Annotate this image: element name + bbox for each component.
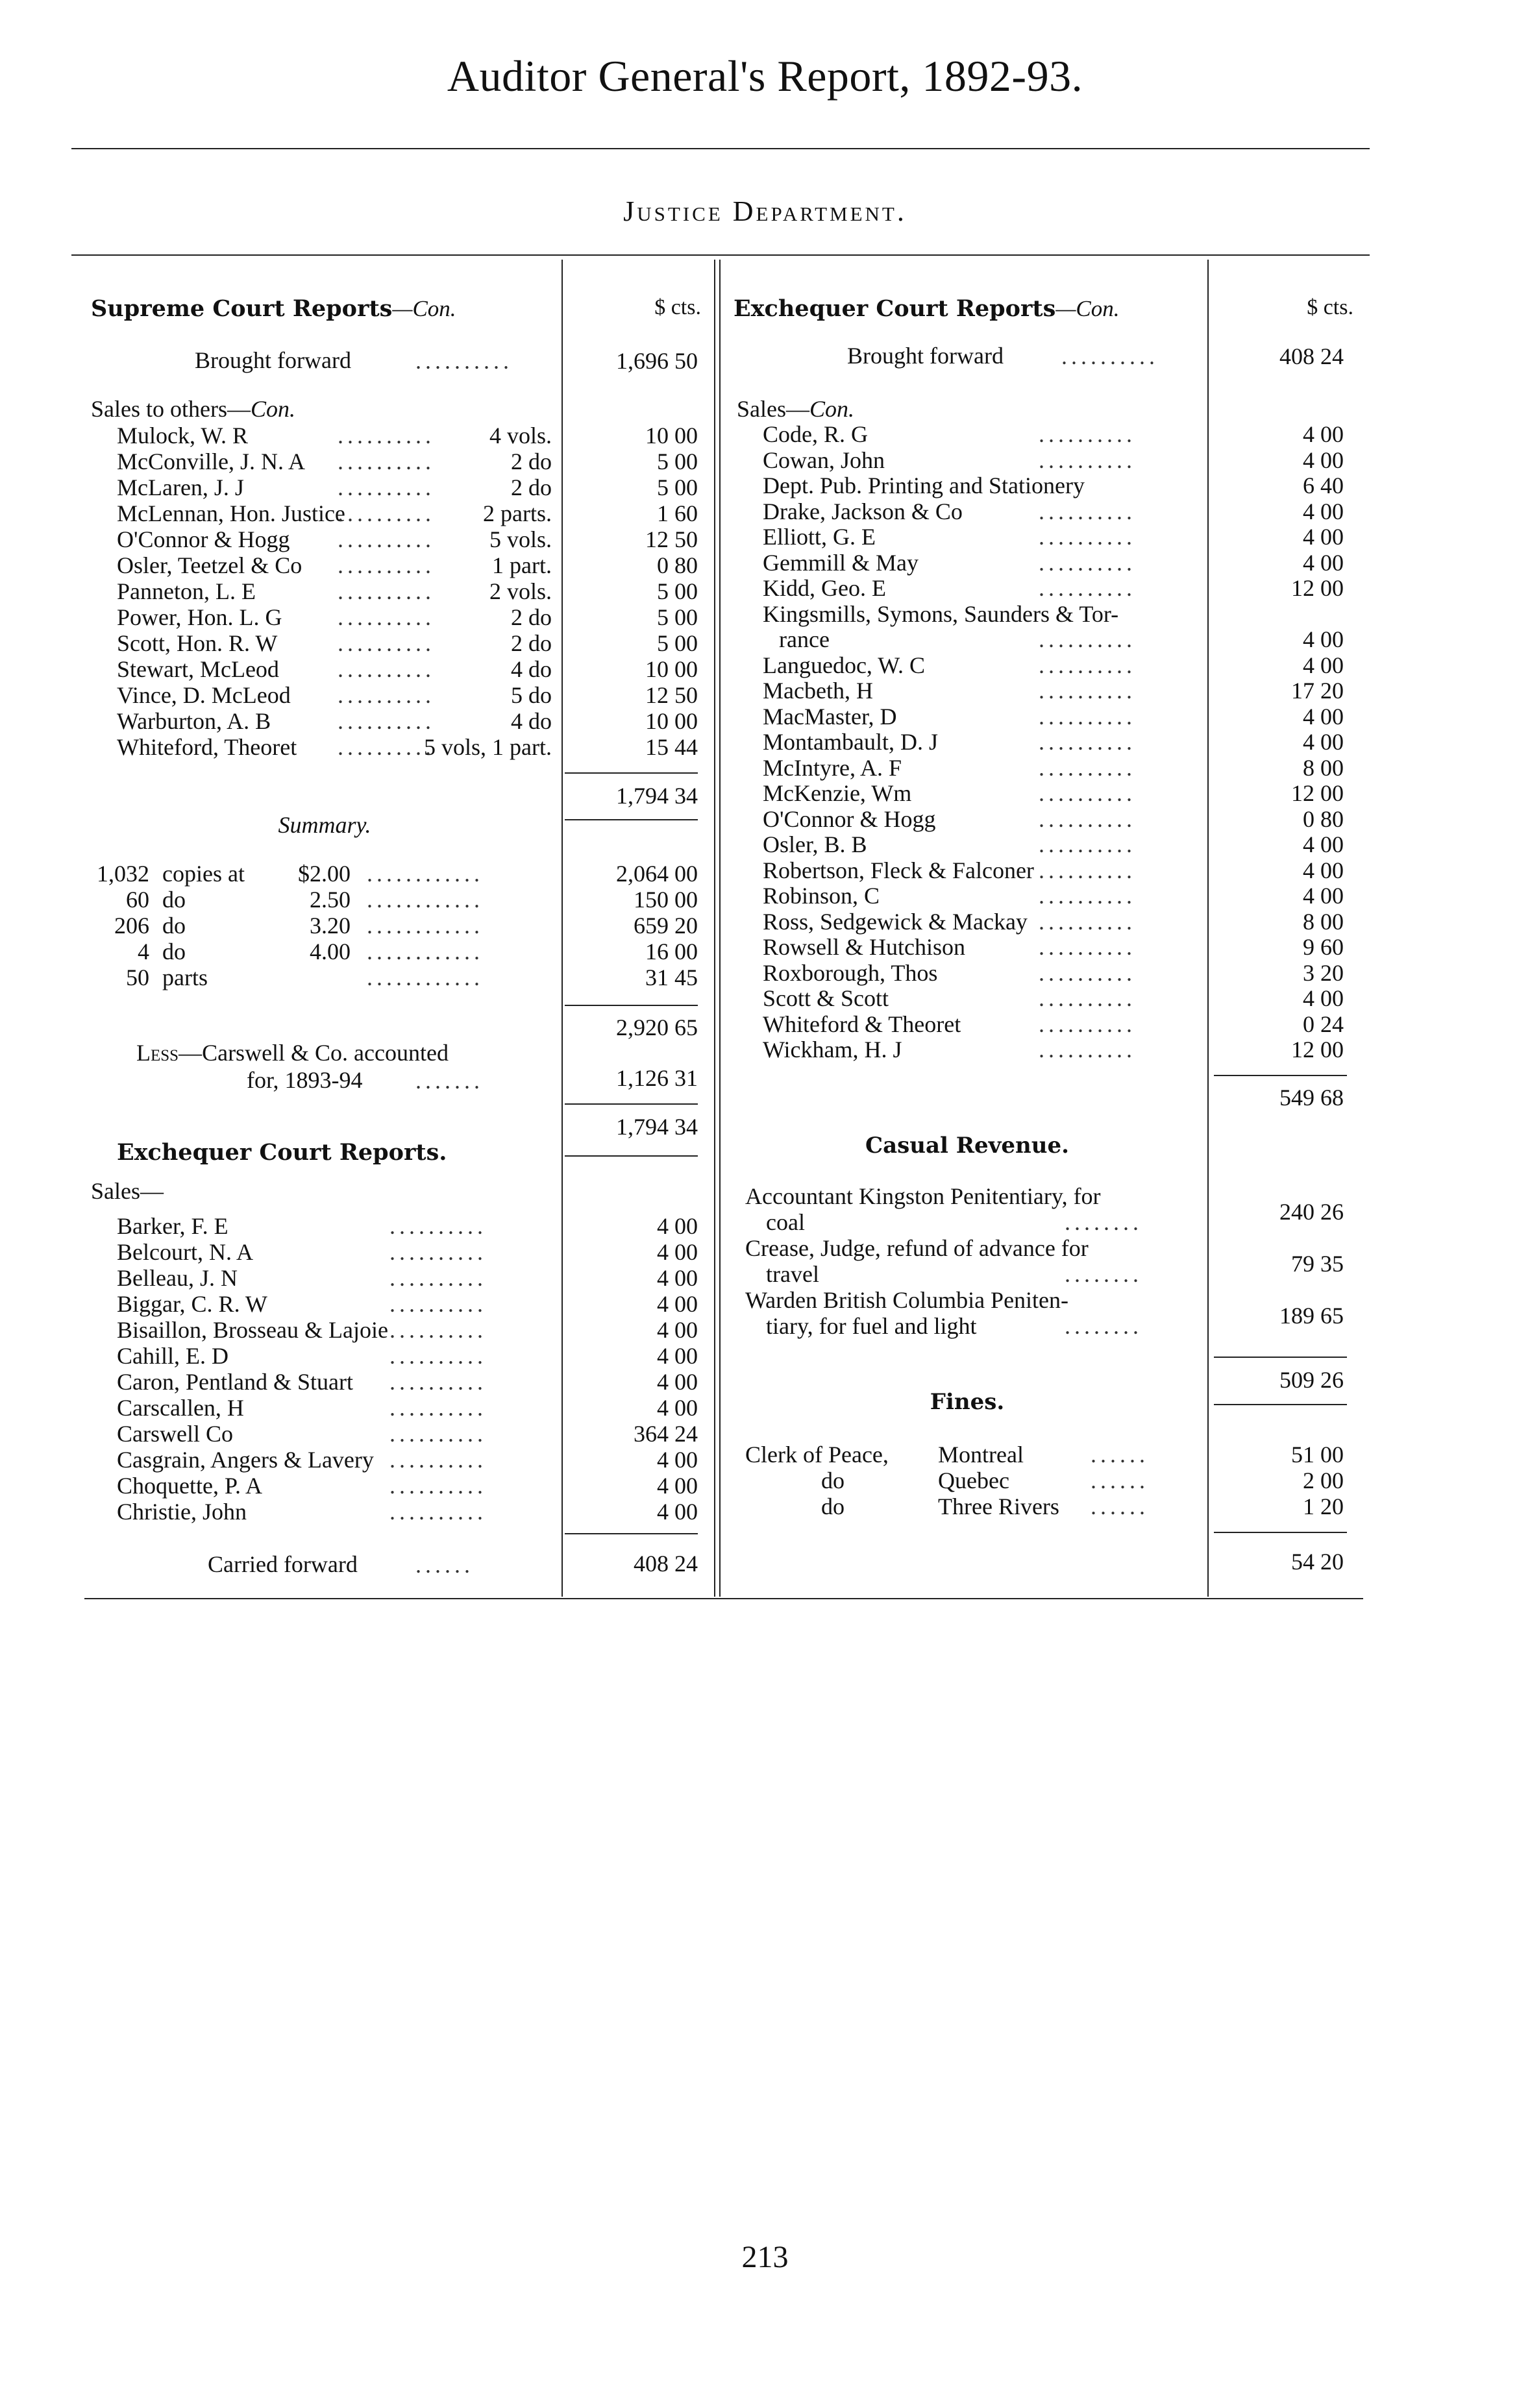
subtotal-rule <box>565 1005 698 1006</box>
right-sale-name: Wickham, H. J <box>763 1037 902 1063</box>
leader-dots: .......... <box>1039 1037 1136 1063</box>
subtotal-rule <box>565 1103 698 1105</box>
right-sales-label: Sales—Con. <box>737 396 855 422</box>
left-column-header: $ cts. <box>654 295 701 319</box>
right-sale-name: Osler, B. B <box>763 831 867 857</box>
summary-heading: Summary. <box>278 812 371 838</box>
left-brought-forward-label: Brought forward <box>195 347 351 373</box>
right-sale-name: Languedoc, W. C <box>763 652 925 678</box>
sale-amount: 5 00 <box>657 630 698 656</box>
right-sale-name: Ross, Sedgewick & Mackay <box>763 908 1028 935</box>
casual-amount: 240 26 <box>1279 1199 1344 1225</box>
exchequer-sales-label: Sales— <box>91 1178 164 1204</box>
leader-dots: .......... <box>389 1265 487 1291</box>
sale-quantity: 2 parts. <box>483 500 552 526</box>
casual-total: 509 26 <box>1279 1367 1344 1393</box>
right-sale-name: McKenzie, Wm <box>763 780 912 806</box>
exchequer-sale-amount: 4 00 <box>657 1239 698 1265</box>
right-sale-amount: 12 00 <box>1291 575 1344 601</box>
right-sale-name: McIntyre, A. F <box>763 754 902 781</box>
leader-dots: .......... <box>338 552 435 578</box>
leader-dots: .......... <box>1039 729 1136 755</box>
leader-dots: ............ <box>367 913 484 939</box>
leader-dots: .......... <box>1039 447 1136 473</box>
center-double-divider <box>714 260 721 1597</box>
sale-name: Power, Hon. L. G <box>117 604 282 630</box>
exchequer-sale-name: Caron, Pentland & Stuart <box>117 1369 353 1395</box>
sale-quantity: 5 vols. <box>489 526 552 552</box>
page-number: 213 <box>741 2240 789 2274</box>
sale-amount: 5 00 <box>657 448 698 474</box>
summary-total: 2,920 65 <box>616 1014 698 1040</box>
less-line-2: for, 1893-94 <box>247 1067 363 1093</box>
leader-dots: .......... <box>1039 934 1136 960</box>
carried-forward-label: Carried forward <box>208 1551 358 1577</box>
summary-price: 3.20 <box>310 913 351 939</box>
leader-dots: .......... <box>338 578 435 604</box>
leader-dots: .......... <box>1039 678 1136 704</box>
right-sale-name: Drake, Jackson & Co <box>763 498 963 524</box>
casual-amount: 79 35 <box>1291 1251 1344 1277</box>
less-line-1: Less—Carswell & Co. accounted <box>136 1040 449 1066</box>
casual-line-2: tiary, for fuel and light <box>766 1313 977 1339</box>
subtotal-rule <box>1214 1404 1347 1405</box>
net-total: 1,794 34 <box>616 1114 698 1140</box>
right-sale-amount: 6 40 <box>1303 473 1344 498</box>
title-rule <box>71 148 1370 149</box>
right-brought-forward-label: Brought forward <box>847 343 1004 369</box>
exchequer-sale-name: Belcourt, N. A <box>117 1239 253 1265</box>
sale-amount: 0 80 <box>657 552 698 578</box>
leader-dots: .......... <box>389 1369 487 1395</box>
leader-dots: .......... <box>389 1343 487 1369</box>
summary-desc: do <box>162 939 186 964</box>
right-sale-name: Code, R. G <box>763 421 868 447</box>
summary-price: $2.00 <box>298 861 351 887</box>
right-sale-name: Macbeth, H <box>763 678 873 704</box>
leader-dots: .......... <box>389 1291 487 1317</box>
exchequer-sale-name: Bisaillon, Brosseau & Lajoie <box>117 1317 388 1343</box>
sale-amount: 12 50 <box>645 682 698 708</box>
leader-dots: .......... <box>338 474 435 500</box>
exchequer-sale-amount: 4 00 <box>657 1291 698 1317</box>
sale-name: Vince, D. McLeod <box>117 682 291 708</box>
right-sale-amount: 4 00 <box>1303 549 1344 576</box>
sale-amount: 5 00 <box>657 604 698 630</box>
leader-dots: .......... <box>1039 805 1136 832</box>
leader-dots: .......... <box>389 1499 487 1525</box>
exchequer-sale-amount: 4 00 <box>657 1265 698 1291</box>
leader-dots: .......... <box>1039 959 1136 986</box>
leader-dots: .......... <box>389 1395 487 1421</box>
leader-dots: .......... <box>389 1317 487 1343</box>
sale-quantity: 2 do <box>511 604 552 630</box>
summary-count: 50 <box>126 964 149 990</box>
sale-name: Osler, Teetzel & Co <box>117 552 302 578</box>
summary-count: 60 <box>126 887 149 913</box>
sale-quantity: 5 do <box>511 682 552 708</box>
right-sale-name: Scott & Scott <box>763 985 889 1011</box>
right-sale-name: O'Connor & Hogg <box>763 805 936 832</box>
leader-dots: .......... <box>1039 754 1136 781</box>
right-sale-amount: 4 00 <box>1303 883 1344 909</box>
fine-amount: 51 00 <box>1291 1442 1344 1468</box>
right-column-header: $ cts. <box>1307 295 1353 319</box>
leader-dots: .......... <box>338 682 435 708</box>
leader-dots: .......... <box>1061 343 1159 369</box>
right-sale-name: Elliott, G. E <box>763 524 876 550</box>
section-title: Justice Department. <box>623 195 907 227</box>
casual-amount: 189 65 <box>1279 1303 1344 1329</box>
leader-dots: .......... <box>389 1447 487 1473</box>
casual-line-1: Warden British Columbia Peniten- <box>745 1287 1069 1313</box>
sale-amount: 1 60 <box>657 500 698 526</box>
leader-dots: .......... <box>338 708 435 734</box>
leader-dots: ...... <box>1091 1442 1149 1468</box>
leader-dots: .......... <box>389 1421 487 1447</box>
sale-quantity: 4 vols. <box>489 423 552 448</box>
summary-count: 206 <box>114 913 149 939</box>
exchequer-sale-name: Carscallen, H <box>117 1395 244 1421</box>
sale-name: McConville, J. N. A <box>117 448 306 474</box>
sale-name: Scott, Hon. R. W <box>117 630 278 656</box>
leader-dots: .......... <box>1039 883 1136 909</box>
right-sale-name: Rowsell & Hutchison <box>763 934 965 960</box>
sale-amount: 10 00 <box>645 423 698 448</box>
right-sale-name: MacMaster, D <box>763 703 897 730</box>
right-sale-amount: 3 20 <box>1303 959 1344 986</box>
sale-name: Warburton, A. B <box>117 708 271 734</box>
leader-dots: ............ <box>367 861 484 887</box>
right-sale-amount: 12 00 <box>1291 780 1344 806</box>
exchequer-sale-name: Belleau, J. N <box>117 1265 238 1291</box>
sale-amount: 15 44 <box>645 734 698 760</box>
right-sale-name: Robertson, Fleck & Falconer <box>763 857 1034 883</box>
subtotal-rule <box>1214 1075 1347 1076</box>
leader-dots: ............ <box>367 887 484 913</box>
right-sale-amount: 4 00 <box>1303 498 1344 524</box>
left-brought-forward-amount: 1,696 50 <box>616 348 698 374</box>
subtotal-rule <box>565 1155 698 1157</box>
leader-dots: .......... <box>338 500 435 526</box>
sale-name: McLaren, J. J <box>117 474 244 500</box>
leader-dots: .......... <box>338 734 435 760</box>
right-sale-name: Gemmill & May <box>763 549 919 576</box>
right-sale-name: Montambault, D. J <box>763 729 938 755</box>
right-sales-total: 549 68 <box>1279 1085 1344 1111</box>
right-sale-name: Dept. Pub. Printing and Stationery <box>763 473 1085 498</box>
exchequer-sale-amount: 4 00 <box>657 1447 698 1473</box>
leader-dots: .......... <box>1039 549 1136 576</box>
sale-name: O'Connor & Hogg <box>117 526 290 552</box>
left-heading: Supreme Court Reports—Con. <box>91 295 456 322</box>
exchequer-sale-amount: 4 00 <box>657 1369 698 1395</box>
exchequer-sale-amount: 4 00 <box>657 1343 698 1369</box>
right-sale-amount: 4 00 <box>1303 626 1344 652</box>
leader-dots: .......... <box>389 1239 487 1265</box>
leader-dots: .......... <box>415 348 513 374</box>
summary-price: 4.00 <box>310 939 351 964</box>
summary-amount: 16 00 <box>645 939 698 964</box>
subtotal-rule <box>565 772 698 774</box>
sale-quantity: 4 do <box>511 708 552 734</box>
leader-dots: .......... <box>1039 908 1136 935</box>
exchequer-sale-name: Carswell Co <box>117 1421 233 1447</box>
fine-place: Three Rivers <box>938 1493 1059 1519</box>
leader-dots: .......... <box>1039 575 1136 601</box>
left-amount-divider <box>561 260 563 1597</box>
table-top-rule <box>71 254 1370 256</box>
right-amount-divider <box>1207 260 1209 1597</box>
sale-amount: 12 50 <box>645 526 698 552</box>
sale-quantity: 2 vols. <box>489 578 552 604</box>
sale-amount: 10 00 <box>645 708 698 734</box>
fine-prefix: Clerk of Peace, <box>745 1442 889 1468</box>
summary-amount: 659 20 <box>634 913 698 939</box>
leader-dots: ....... <box>415 1068 484 1094</box>
leader-dots: .......... <box>338 423 435 448</box>
carried-forward-amount: 408 24 <box>634 1551 698 1577</box>
right-sale-name: Whiteford & Theoret <box>763 1011 961 1037</box>
leader-dots: ........ <box>1065 1313 1142 1339</box>
subtotal-rule <box>565 819 698 820</box>
left-sales-label: Sales to others—Con. <box>91 396 295 422</box>
summary-amount: 31 45 <box>645 964 698 990</box>
right-sale-amount: 0 80 <box>1303 805 1344 832</box>
fine-prefix: do <box>821 1468 845 1493</box>
right-sale-amount: 8 00 <box>1303 754 1344 781</box>
sale-quantity: 5 vols, 1 part. <box>424 734 552 760</box>
leader-dots: .......... <box>1039 421 1136 447</box>
leader-dots: .......... <box>1039 857 1136 883</box>
right-sale-amount: 4 00 <box>1303 652 1344 678</box>
exchequer-sale-name: Barker, F. E <box>117 1213 228 1239</box>
casual-line-2: coal <box>766 1209 805 1235</box>
summary-price: 2.50 <box>310 887 351 913</box>
exchequer-sale-amount: 4 00 <box>657 1473 698 1499</box>
summary-desc: do <box>162 887 186 913</box>
leader-dots: ...... <box>1091 1468 1149 1493</box>
exchequer-heading: Exchequer Court Reports. <box>117 1139 447 1166</box>
leader-dots: .......... <box>1039 985 1136 1011</box>
leader-dots: ...... <box>415 1552 474 1578</box>
right-sale-amount: 4 00 <box>1303 447 1344 473</box>
leader-dots: .......... <box>389 1213 487 1239</box>
leader-dots: ............ <box>367 964 484 990</box>
sale-quantity: 4 do <box>511 656 552 682</box>
exchequer-sale-name: Casgrain, Angers & Lavery <box>117 1447 374 1473</box>
sale-name: Mulock, W. R <box>117 423 249 448</box>
right-sale-amount: 8 00 <box>1303 908 1344 935</box>
right-brought-forward-amount: 408 24 <box>1279 343 1344 369</box>
leader-dots: .......... <box>1039 780 1136 806</box>
right-sale-name: Cowan, John <box>763 447 885 473</box>
leader-dots: .......... <box>338 630 435 656</box>
summary-desc: copies at <box>162 861 245 887</box>
fine-amount: 2 00 <box>1303 1468 1344 1493</box>
right-sale-amount: 12 00 <box>1291 1037 1344 1063</box>
leader-dots: .......... <box>1039 626 1136 652</box>
right-sale-amount: 4 00 <box>1303 729 1344 755</box>
exchequer-sale-name: Biggar, C. R. W <box>117 1291 267 1317</box>
leader-dots: ........ <box>1065 1261 1142 1287</box>
subtotal-rule <box>565 1533 698 1534</box>
subtotal-rule <box>1214 1532 1347 1533</box>
right-sale-name: Robinson, C <box>763 883 880 909</box>
leader-dots: ............ <box>367 939 484 964</box>
right-sale-amount: 4 00 <box>1303 421 1344 447</box>
sale-name: Whiteford, Theoret <box>117 734 297 760</box>
right-sale-name: rance <box>779 626 830 652</box>
right-sale-amount: 9 60 <box>1303 934 1344 960</box>
right-sale-name: Kidd, Geo. E <box>763 575 886 601</box>
leader-dots: .......... <box>1039 831 1136 857</box>
exchequer-sale-name: Cahill, E. D <box>117 1343 228 1369</box>
casual-line-1: Accountant Kingston Penitentiary, for <box>745 1183 1101 1209</box>
sale-quantity: 2 do <box>511 630 552 656</box>
right-sale-name: Roxborough, Thos <box>763 959 938 986</box>
summary-count: 4 <box>138 939 149 964</box>
leader-dots: .......... <box>1039 498 1136 524</box>
casual-heading: Casual Revenue. <box>865 1133 1069 1159</box>
summary-desc: parts <box>162 964 208 990</box>
exchequer-sale-amount: 4 00 <box>657 1213 698 1239</box>
leader-dots: ........ <box>1065 1209 1142 1235</box>
leader-dots: .......... <box>338 604 435 630</box>
fine-prefix: do <box>821 1493 845 1519</box>
sale-quantity: 2 do <box>511 474 552 500</box>
exchequer-sale-amount: 364 24 <box>634 1421 698 1447</box>
casual-line-2: travel <box>766 1261 819 1287</box>
summary-amount: 2,064 00 <box>616 861 698 887</box>
right-sale-name: Kingsmills, Symons, Saunders & Tor- <box>763 600 1119 627</box>
right-sale-amount: 4 00 <box>1303 831 1344 857</box>
leader-dots: .......... <box>338 448 435 474</box>
leader-dots: .......... <box>1039 652 1136 678</box>
subtotal-rule <box>1214 1357 1347 1358</box>
left-sales-total: 1,794 34 <box>616 783 698 809</box>
leader-dots: .......... <box>338 526 435 552</box>
sale-quantity: 2 do <box>511 448 552 474</box>
sale-amount: 5 00 <box>657 474 698 500</box>
leader-dots: .......... <box>338 656 435 682</box>
table-bottom-rule <box>84 1598 1363 1599</box>
exchequer-sale-amount: 4 00 <box>657 1317 698 1343</box>
fine-place: Quebec <box>938 1468 1009 1493</box>
right-heading: Exchequer Court Reports—Con. <box>734 295 1120 322</box>
sale-amount: 5 00 <box>657 578 698 604</box>
summary-count: 1,032 <box>97 861 149 887</box>
leader-dots: .......... <box>389 1473 487 1499</box>
summary-amount: 150 00 <box>634 887 698 913</box>
right-sale-amount: 4 00 <box>1303 524 1344 550</box>
sale-amount: 10 00 <box>645 656 698 682</box>
right-sale-amount: 4 00 <box>1303 857 1344 883</box>
exchequer-sale-name: Choquette, P. A <box>117 1473 263 1499</box>
fine-amount: 1 20 <box>1303 1493 1344 1519</box>
sale-name: Panneton, L. E <box>117 578 256 604</box>
exchequer-sale-amount: 4 00 <box>657 1395 698 1421</box>
sale-name: McLennan, Hon. Justice <box>117 500 345 526</box>
right-sale-amount: 0 24 <box>1303 1011 1344 1037</box>
leader-dots: .......... <box>1039 703 1136 730</box>
exchequer-sale-amount: 4 00 <box>657 1499 698 1525</box>
sale-name: Stewart, McLeod <box>117 656 279 682</box>
sale-quantity: 1 part. <box>492 552 552 578</box>
summary-desc: do <box>162 913 186 939</box>
exchequer-sale-name: Christie, John <box>117 1499 247 1525</box>
right-sale-amount: 17 20 <box>1291 678 1344 704</box>
leader-dots: .......... <box>1039 524 1136 550</box>
casual-line-1: Crease, Judge, refund of advance for <box>745 1235 1089 1261</box>
fine-place: Montreal <box>938 1442 1024 1468</box>
leader-dots: .......... <box>1039 1011 1136 1037</box>
leader-dots: ...... <box>1091 1493 1149 1519</box>
fines-total: 54 20 <box>1291 1549 1344 1575</box>
less-amount: 1,126 31 <box>616 1065 698 1091</box>
right-sale-amount: 4 00 <box>1303 703 1344 730</box>
fines-heading: Fines. <box>930 1389 1005 1415</box>
right-sale-amount: 4 00 <box>1303 985 1344 1011</box>
page-title: Auditor General's Report, 1892-93. <box>447 51 1083 101</box>
